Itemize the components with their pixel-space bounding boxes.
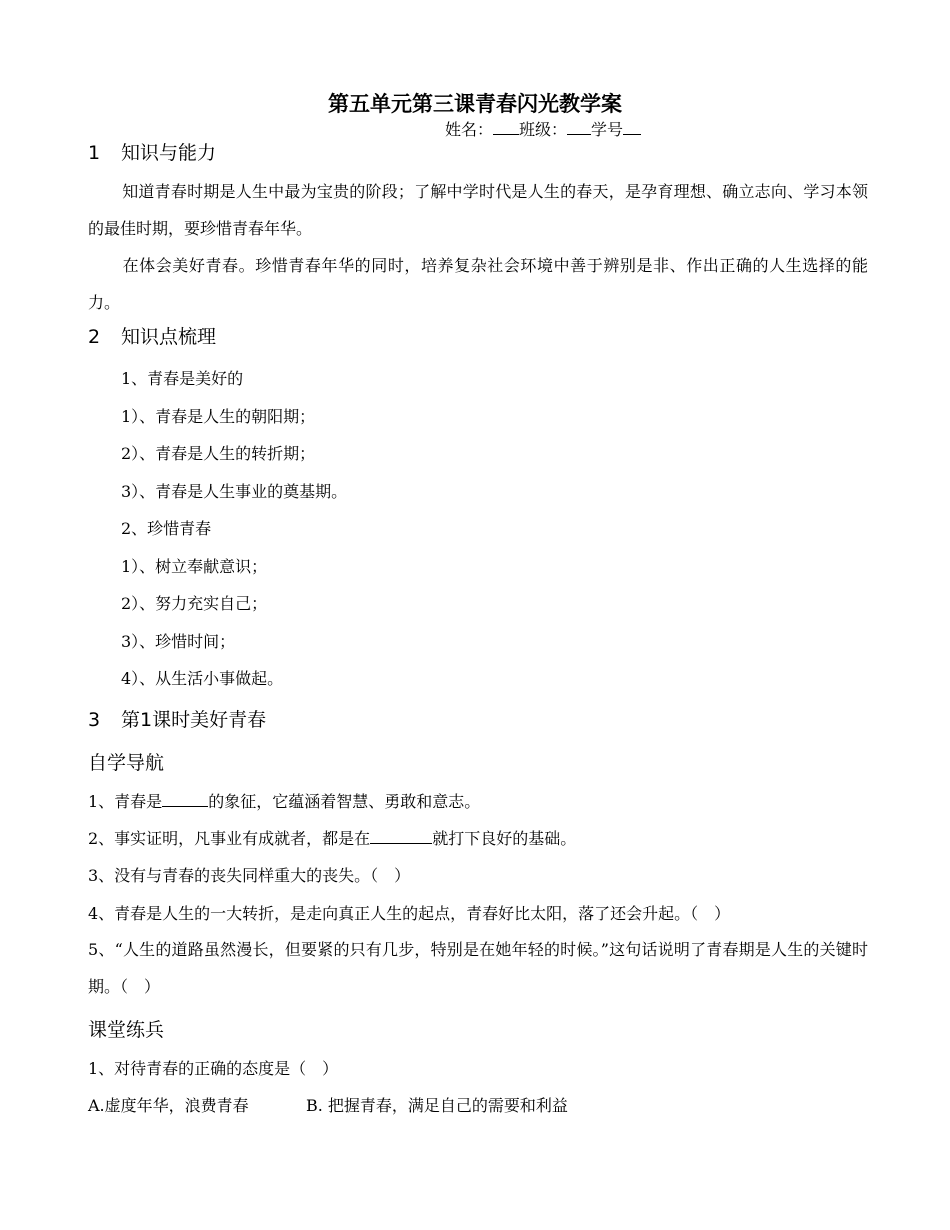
outline-item: 4）、从生活小事做起。 xyxy=(121,669,284,688)
section-heading-3: 3 第1课时美好青春 xyxy=(88,709,267,731)
self-study-question-3: 3、没有与青春的丧失同样重大的丧失。（ ） xyxy=(88,866,411,885)
class-label: 班级： xyxy=(519,120,568,139)
section-heading-1: 1 知识与能力 xyxy=(88,142,217,164)
id-blank xyxy=(623,120,641,135)
outline-item: 2）、青春是人生的转折期； xyxy=(121,444,316,463)
answer-blank xyxy=(162,792,208,807)
self-study-question-5: 5、“人生的道路虽然漫长，但要紧的只有几步，特别是在她年轻的时候。”这句话说明了青春期是人生的关键时期。（ ） xyxy=(88,940,868,996)
practice-heading: 课堂练兵 xyxy=(88,1019,165,1041)
name-blank xyxy=(493,120,519,135)
outline-item: 3）、青春是人生事业的奠基期。 xyxy=(121,482,348,501)
outline-item: 1）、青春是人生的朝阳期； xyxy=(121,407,316,426)
self-study-heading: 自学导航 xyxy=(88,752,165,774)
self-study-question-2: 2、事实证明，凡事业有成就者，都是在 就打下良好的基础。 xyxy=(88,829,577,848)
student-info-line xyxy=(445,117,641,140)
outline-item: 1、青春是美好的 xyxy=(121,369,244,388)
outline-item: 2、珍惜青春 xyxy=(121,519,212,538)
answer-blank xyxy=(370,829,432,844)
class-blank xyxy=(567,120,591,135)
practice-option-a: A.虚度年华，浪费青春 xyxy=(88,1096,249,1115)
self-study-question-4: 4、青春是人生的一大转折，是走向真正人生的起点，青春好比太阳，落了还会升起。（ ） xyxy=(88,904,731,923)
id-label: 学号 xyxy=(591,120,624,139)
self-study-question-1: 1、青春是 的象征，它蕴涵着智慧、勇敢和意志。 xyxy=(88,792,481,811)
outline-item: 1）、树立奉献意识； xyxy=(121,557,268,576)
practice-option-b: B. 把握青春，满足自己的需要和利益 xyxy=(306,1096,568,1115)
practice-question-1: 1、对待青春的正确的态度是（ ） xyxy=(88,1059,339,1078)
section1-paragraph-2: 在体会美好青春。珍惜青春年华的同时，培养复杂社会环境中善于辨别是非、作出正确的人生选择的能力。 xyxy=(88,256,868,312)
section-heading-2: 2 知识点梳理 xyxy=(88,326,217,348)
name-label: 姓名： xyxy=(445,120,494,139)
outline-item: 2）、努力充实自己； xyxy=(121,594,268,613)
outline-item: 3）、珍惜时间； xyxy=(121,632,236,651)
section1-paragraph-1: 知道青春时期是人生中最为宝贵的阶段；了解中学时代是人生的春天，是孕育理想、确立志向、学习本领的最佳时期，要珍惜青春年华。 xyxy=(88,182,868,238)
page-title: 第五单元第三课青春闪光教学案 xyxy=(328,92,622,116)
